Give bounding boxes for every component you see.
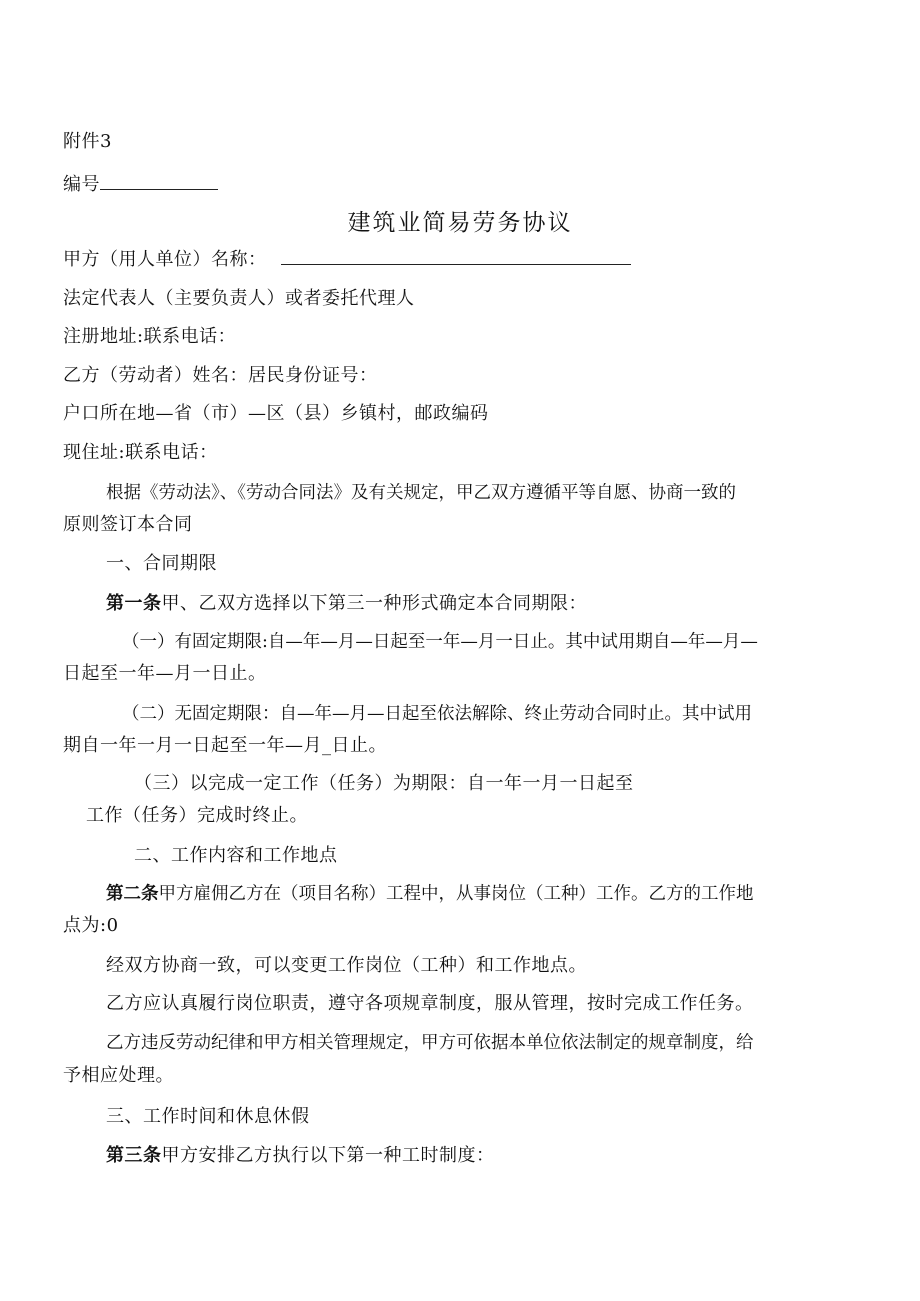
article-1 (106, 591, 587, 617)
option-1-line-1: （一）有固定期限:自—年—月—日起至一年—月一日止。其中试用期自—年—月— (122, 632, 758, 652)
article-3-text: 甲方安排乙方执行以下第一种工时制度： (161, 1145, 495, 1166)
party-a-name-label: 甲方（用人单位）名称： (63, 249, 267, 270)
party-a-row (63, 246, 631, 273)
option-3-line-2: 工作（任务）完成时终止。 (86, 805, 308, 826)
current-address-line: 现住址:联系电话： (63, 442, 218, 463)
article-2-line-1 (106, 881, 754, 907)
intro-line-2: 原则签订本合同 (63, 514, 193, 535)
violation-line-2: 予相应处理。 (63, 1065, 174, 1086)
option-2-line-1: （二）无固定期限：自—年—月—日起至依法解除、终止劳动合同时止。其中试用 (122, 704, 752, 724)
party-a-name-blank[interactable] (281, 246, 631, 265)
change-paragraph: 经双方协商一致，可以变更工作岗位（工种）和工作地点。 (106, 955, 587, 976)
option-2-line-2: 期自一年一月一日起至一年—月_日止。 (63, 735, 387, 756)
article-1-label: 第一条 (106, 593, 162, 614)
article-3-label: 第三条 (106, 1145, 162, 1166)
article-1-text: 甲、乙双方选择以下第三一种形式确定本合同期限： (161, 593, 587, 614)
number-label: 编号 (63, 174, 100, 195)
article-2-line-2: 点为:0 (63, 915, 119, 936)
legal-rep-line: 法定代表人（主要负责人）或者委托代理人 (63, 288, 415, 309)
reg-address-line: 注册地址:联系电话： (63, 326, 237, 347)
hukou-line: 户口所在地—省（市）—区（县）乡镇村，邮政编码 (63, 403, 489, 424)
article-2-text: 甲方雇佣乙方在（项目名称）工程中，从事岗位（工种）工作。乙方的工作地 (158, 884, 754, 904)
number-blank[interactable] (100, 171, 218, 190)
intro-line-1: 根据《劳动法》、《劳动合同法》及有关规定，甲乙双方遵循平等自愿、协商一致的 (106, 483, 736, 503)
duty-paragraph: 乙方应认真履行岗位职责，遵守各项规章制度，服从管理，按时完成工作任务。 (106, 993, 754, 1014)
party-b-line: 乙方（劳动者）姓名：居民身份证号： (63, 365, 378, 386)
attachment-label: 附件3 (63, 131, 112, 152)
number-row (63, 171, 218, 198)
section-2-heading: 二、工作内容和工作地点 (134, 845, 338, 866)
section-1-heading: 一、合同期限 (106, 553, 217, 574)
article-2-label: 第二条 (106, 884, 159, 904)
document-title: 建筑业简易劳务协议 (347, 210, 573, 236)
option-3-line-1: （三）以完成一定工作（任务）为期限：自一年一月一日起至 (134, 773, 634, 794)
section-3-heading: 三、工作时间和休息休假 (106, 1106, 310, 1127)
option-1-line-2: 日起至一年—月一日止。 (63, 663, 267, 684)
violation-line-1: 乙方违反劳动纪律和甲方相关管理规定，甲方可依据本单位依法制定的规章制度，给 (106, 1033, 754, 1053)
article-3 (106, 1143, 495, 1169)
